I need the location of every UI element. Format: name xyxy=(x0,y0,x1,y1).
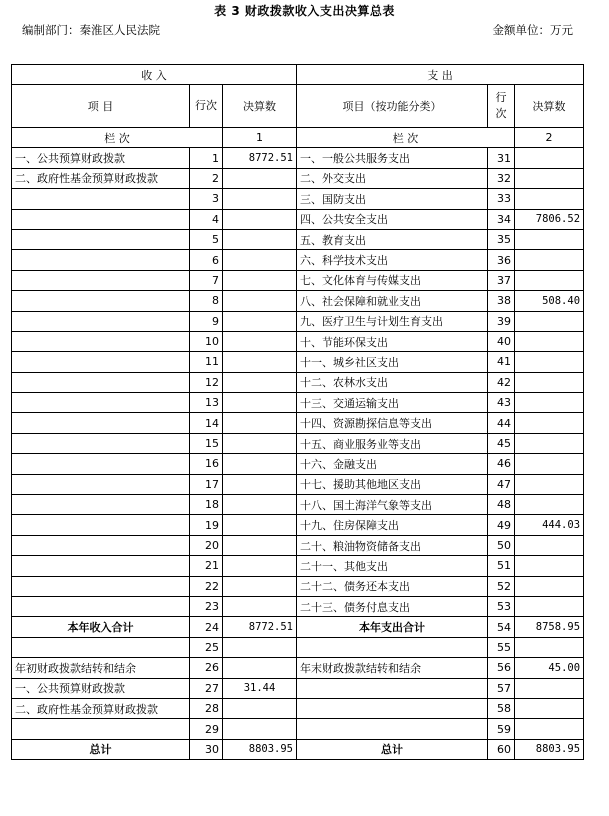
expense-item-cell: 七、文化体育与传媒支出 xyxy=(297,270,488,290)
income-item-cell: 一、公共预算财政拨款 xyxy=(12,148,190,168)
carry-income-amount xyxy=(223,658,297,678)
col-amount-header: 决算数 xyxy=(223,85,297,128)
blank-expense-amount xyxy=(515,637,584,657)
income-amount-cell xyxy=(223,454,297,474)
blank-expense-item xyxy=(297,637,488,657)
carry-blank-expense-line: 59 xyxy=(488,719,515,739)
income-line-cell: 18 xyxy=(190,495,223,515)
col-amount2-header: 决算数 xyxy=(515,85,584,128)
expense-line-cell: 50 xyxy=(488,535,515,555)
carry-blank-expense-item xyxy=(297,719,488,739)
expense-line-cell: 44 xyxy=(488,413,515,433)
expense-line-cell: 51 xyxy=(488,556,515,576)
carry-expense-label: 年末财政拨款结转和结余 xyxy=(297,658,488,678)
income-item-cell xyxy=(12,576,190,596)
col-line-header: 行次 xyxy=(190,85,223,128)
expense-item-cell: 二、外交支出 xyxy=(297,168,488,188)
income-amount-cell xyxy=(223,413,297,433)
table-row xyxy=(12,535,584,555)
carry-income-line: 26 xyxy=(190,658,223,678)
table-row xyxy=(12,352,584,372)
income-amount-cell xyxy=(223,209,297,229)
expense-line-cell: 34 xyxy=(488,209,515,229)
expense-line-cell: 47 xyxy=(488,474,515,494)
table-row xyxy=(12,209,584,229)
grand-income-amount: 8803.95 xyxy=(223,739,297,759)
table-row xyxy=(12,291,584,311)
carry-income-label: 年初财政拨款结转和结余 xyxy=(12,658,190,678)
section-header-row xyxy=(12,65,584,85)
income-line-cell: 15 xyxy=(190,433,223,453)
expense-amount-cell xyxy=(515,270,584,290)
expense-line-cell: 35 xyxy=(488,229,515,249)
expense-item-cell: 十四、资源勘探信息等支出 xyxy=(297,413,488,433)
expense-total-line: 54 xyxy=(488,617,515,637)
income-line-cell: 9 xyxy=(190,311,223,331)
carry-fund-expense-item xyxy=(297,698,488,718)
income-amount-cell xyxy=(223,168,297,188)
table-row xyxy=(12,250,584,270)
carry-public-label: 一、公共预算财政拨款 xyxy=(12,678,190,698)
expense-item-cell: 十六、金融支出 xyxy=(297,454,488,474)
income-line-cell: 23 xyxy=(190,596,223,616)
expense-amount-cell xyxy=(515,189,584,209)
carry-public-expense-line: 57 xyxy=(488,678,515,698)
income-amount-cell xyxy=(223,515,297,535)
grand-expense-amount: 8803.95 xyxy=(515,739,584,759)
income-line-cell: 4 xyxy=(190,209,223,229)
table-row xyxy=(12,331,584,351)
expense-item-cell: 八、社会保障和就业支出 xyxy=(297,291,488,311)
income-amount-cell xyxy=(223,189,297,209)
expense-line-cell: 39 xyxy=(488,311,515,331)
expense-amount-cell xyxy=(515,556,584,576)
expense-amount-cell xyxy=(515,576,584,596)
income-line-cell: 8 xyxy=(190,291,223,311)
income-amount-cell xyxy=(223,352,297,372)
income-item-cell xyxy=(12,291,190,311)
table-row xyxy=(12,148,584,168)
income-line-cell: 14 xyxy=(190,413,223,433)
income-amount-cell xyxy=(223,576,297,596)
blank-income-item xyxy=(12,637,190,657)
expense-line-cell: 52 xyxy=(488,576,515,596)
income-item-cell xyxy=(12,474,190,494)
expense-amount-cell: 444.03 xyxy=(515,515,584,535)
carry-fund-amount xyxy=(223,698,297,718)
income-item-cell xyxy=(12,495,190,515)
carry-blank-income-amount xyxy=(223,719,297,739)
carry-public-expense-item xyxy=(297,678,488,698)
grand-income-label: 总计 xyxy=(12,739,190,759)
table-row xyxy=(12,474,584,494)
expense-amount-cell xyxy=(515,250,584,270)
lanci-out-value: 2 xyxy=(515,128,584,148)
income-line-cell: 5 xyxy=(190,229,223,249)
income-line-cell: 12 xyxy=(190,372,223,392)
table-row xyxy=(12,515,584,535)
grand-expense-line: 60 xyxy=(488,739,515,759)
expense-item-cell: 二十三、债务付息支出 xyxy=(297,596,488,616)
expense-amount-cell xyxy=(515,311,584,331)
income-item-cell xyxy=(12,209,190,229)
expense-item-cell: 一、一般公共服务支出 xyxy=(297,148,488,168)
expense-item-cell: 十八、国土海洋气象等支出 xyxy=(297,495,488,515)
blank-row xyxy=(12,637,584,657)
income-amount-cell xyxy=(223,291,297,311)
carry-fund-expense-amount xyxy=(515,698,584,718)
income-total-amount: 8772.51 xyxy=(223,617,297,637)
expense-item-cell: 十五、商业服务业等支出 xyxy=(297,433,488,453)
income-amount-cell xyxy=(223,556,297,576)
table-row xyxy=(12,576,584,596)
income-total-label: 本年收入合计 xyxy=(12,617,190,637)
expense-amount-cell xyxy=(515,372,584,392)
unit-label: 金额单位：万元 xyxy=(492,23,573,37)
income-line-cell: 13 xyxy=(190,393,223,413)
expense-line-cell: 32 xyxy=(488,168,515,188)
expense-amount-cell xyxy=(515,148,584,168)
expense-header: 支 出 xyxy=(297,65,584,85)
carry-fund-row xyxy=(12,698,584,718)
carry-fund-line: 28 xyxy=(190,698,223,718)
expense-item-cell: 六、科学技术支出 xyxy=(297,250,488,270)
expense-line-cell: 41 xyxy=(488,352,515,372)
income-item-cell xyxy=(12,270,190,290)
expense-line-cell: 45 xyxy=(488,433,515,453)
expense-line-cell: 38 xyxy=(488,291,515,311)
expense-item-cell: 十二、农林水支出 xyxy=(297,372,488,392)
table-row xyxy=(12,556,584,576)
income-line-cell: 11 xyxy=(190,352,223,372)
expense-line-cell: 53 xyxy=(488,596,515,616)
expense-amount-cell xyxy=(515,495,584,515)
expense-amount-cell: 7806.52 xyxy=(515,209,584,229)
expense-item-cell: 二十二、债务还本支出 xyxy=(297,576,488,596)
income-item-cell: 二、政府性基金预算财政拨款 xyxy=(12,168,190,188)
income-amount-cell xyxy=(223,596,297,616)
expense-amount-cell xyxy=(515,352,584,372)
expense-amount-cell xyxy=(515,229,584,249)
income-amount-cell xyxy=(223,393,297,413)
table-row xyxy=(12,413,584,433)
expense-item-cell: 二十一、其他支出 xyxy=(297,556,488,576)
income-line-cell: 7 xyxy=(190,270,223,290)
lanci-label-out: 栏 次 xyxy=(297,128,515,148)
expense-amount-cell: 508.40 xyxy=(515,291,584,311)
income-amount-cell xyxy=(223,474,297,494)
col-line2-header: 行次 xyxy=(488,85,515,128)
income-line-cell: 16 xyxy=(190,454,223,474)
carry-fund-expense-line: 58 xyxy=(488,698,515,718)
expense-line-cell: 48 xyxy=(488,495,515,515)
expense-item-cell: 五、教育支出 xyxy=(297,229,488,249)
income-item-cell xyxy=(12,433,190,453)
expense-amount-cell xyxy=(515,433,584,453)
income-item-cell xyxy=(12,393,190,413)
expense-amount-cell xyxy=(515,535,584,555)
carry-blank-expense-amount xyxy=(515,719,584,739)
table-row xyxy=(12,372,584,392)
income-line-cell: 2 xyxy=(190,168,223,188)
table-row xyxy=(12,454,584,474)
income-item-cell xyxy=(12,331,190,351)
expense-line-cell: 49 xyxy=(488,515,515,535)
expense-line-cell: 37 xyxy=(488,270,515,290)
grand-income-line: 30 xyxy=(190,739,223,759)
income-item-cell xyxy=(12,515,190,535)
income-line-cell: 21 xyxy=(190,556,223,576)
expense-item-cell: 四、公共安全支出 xyxy=(297,209,488,229)
table-row xyxy=(12,596,584,616)
expense-item-cell: 十三、交通运输支出 xyxy=(297,393,488,413)
expense-line-cell: 43 xyxy=(488,393,515,413)
income-amount-cell xyxy=(223,250,297,270)
income-amount-cell: 8772.51 xyxy=(223,148,297,168)
expense-total-label: 本年支出合计 xyxy=(297,617,488,637)
budget-table-wrapper xyxy=(11,64,583,760)
expense-line-cell: 46 xyxy=(488,454,515,474)
expense-line-cell: 42 xyxy=(488,372,515,392)
expense-amount-cell xyxy=(515,596,584,616)
column-header-row xyxy=(12,85,584,128)
income-line-cell: 20 xyxy=(190,535,223,555)
income-line-cell: 3 xyxy=(190,189,223,209)
expense-amount-cell xyxy=(515,413,584,433)
income-item-cell xyxy=(12,189,190,209)
income-item-cell xyxy=(12,454,190,474)
expense-amount-cell xyxy=(515,393,584,413)
lanci-label-in: 栏 次 xyxy=(12,128,223,148)
income-item-cell xyxy=(12,535,190,555)
carry-row xyxy=(12,658,584,678)
carry-public-expense-amount xyxy=(515,678,584,698)
carry-fund-label: 二、政府性基金预算财政拨款 xyxy=(12,698,190,718)
col-item-header: 项 目 xyxy=(12,85,190,128)
grand-total-row xyxy=(12,739,584,759)
income-item-cell xyxy=(12,352,190,372)
expense-line-cell: 40 xyxy=(488,331,515,351)
expense-line-cell: 31 xyxy=(488,148,515,168)
income-item-cell xyxy=(12,556,190,576)
carry-blank-row xyxy=(12,719,584,739)
table-row xyxy=(12,393,584,413)
expense-item-cell: 十、节能环保支出 xyxy=(297,331,488,351)
income-amount-cell xyxy=(223,229,297,249)
table-row xyxy=(12,270,584,290)
expense-item-cell: 九、医疗卫生与计划生育支出 xyxy=(297,311,488,331)
income-header: 收 入 xyxy=(12,65,297,85)
income-line-cell: 10 xyxy=(190,331,223,351)
carry-public-row xyxy=(12,678,584,698)
blank-income-line: 25 xyxy=(190,637,223,657)
carry-expense-line: 56 xyxy=(488,658,515,678)
carry-blank-income-item xyxy=(12,719,190,739)
grand-expense-label: 总计 xyxy=(297,739,488,759)
income-line-cell: 19 xyxy=(190,515,223,535)
expense-amount-cell xyxy=(515,331,584,351)
blank-expense-line: 55 xyxy=(488,637,515,657)
carry-public-line: 27 xyxy=(190,678,223,698)
total-year-row xyxy=(12,617,584,637)
income-item-cell xyxy=(12,413,190,433)
expense-item-cell: 十九、住房保障支出 xyxy=(297,515,488,535)
income-line-cell: 22 xyxy=(190,576,223,596)
income-amount-cell xyxy=(223,535,297,555)
expense-line-cell: 36 xyxy=(488,250,515,270)
department-label: 编制部门：秦淮区人民法院 xyxy=(22,23,160,37)
table-row xyxy=(12,311,584,331)
income-amount-cell xyxy=(223,495,297,515)
carry-blank-income-line: 29 xyxy=(190,719,223,739)
income-line-cell: 17 xyxy=(190,474,223,494)
table-title: 表 3 财政拨款收入支出决算总表 xyxy=(214,4,395,18)
expense-amount-cell xyxy=(515,474,584,494)
income-line-cell: 6 xyxy=(190,250,223,270)
table-row xyxy=(12,189,584,209)
income-amount-cell xyxy=(223,311,297,331)
expense-item-cell: 十七、援助其他地区支出 xyxy=(297,474,488,494)
blank-income-amount xyxy=(223,637,297,657)
income-amount-cell xyxy=(223,331,297,351)
income-amount-cell xyxy=(223,270,297,290)
carry-public-amount: 31.44 xyxy=(223,678,297,698)
table-row xyxy=(12,433,584,453)
income-item-cell xyxy=(12,311,190,331)
income-item-cell xyxy=(12,372,190,392)
income-line-cell: 1 xyxy=(190,148,223,168)
income-total-line: 24 xyxy=(190,617,223,637)
lanci-row xyxy=(12,128,584,148)
expense-amount-cell xyxy=(515,454,584,474)
lanci-in-value: 1 xyxy=(223,128,297,148)
budget-table xyxy=(11,64,584,760)
income-amount-cell xyxy=(223,433,297,453)
expense-item-cell: 十一、城乡社区支出 xyxy=(297,352,488,372)
expense-item-cell: 三、国防支出 xyxy=(297,189,488,209)
col-item-func-header: 项目（按功能分类） xyxy=(297,85,488,128)
income-item-cell xyxy=(12,229,190,249)
expense-line-cell: 33 xyxy=(488,189,515,209)
expense-item-cell: 二十、粮油物资储备支出 xyxy=(297,535,488,555)
expense-amount-cell xyxy=(515,168,584,188)
carry-expense-amount: 45.00 xyxy=(515,658,584,678)
expense-total-amount: 8758.95 xyxy=(515,617,584,637)
income-item-cell xyxy=(12,250,190,270)
table-row xyxy=(12,229,584,249)
income-amount-cell xyxy=(223,372,297,392)
table-row xyxy=(12,168,584,188)
table-row xyxy=(12,495,584,515)
income-item-cell xyxy=(12,596,190,616)
